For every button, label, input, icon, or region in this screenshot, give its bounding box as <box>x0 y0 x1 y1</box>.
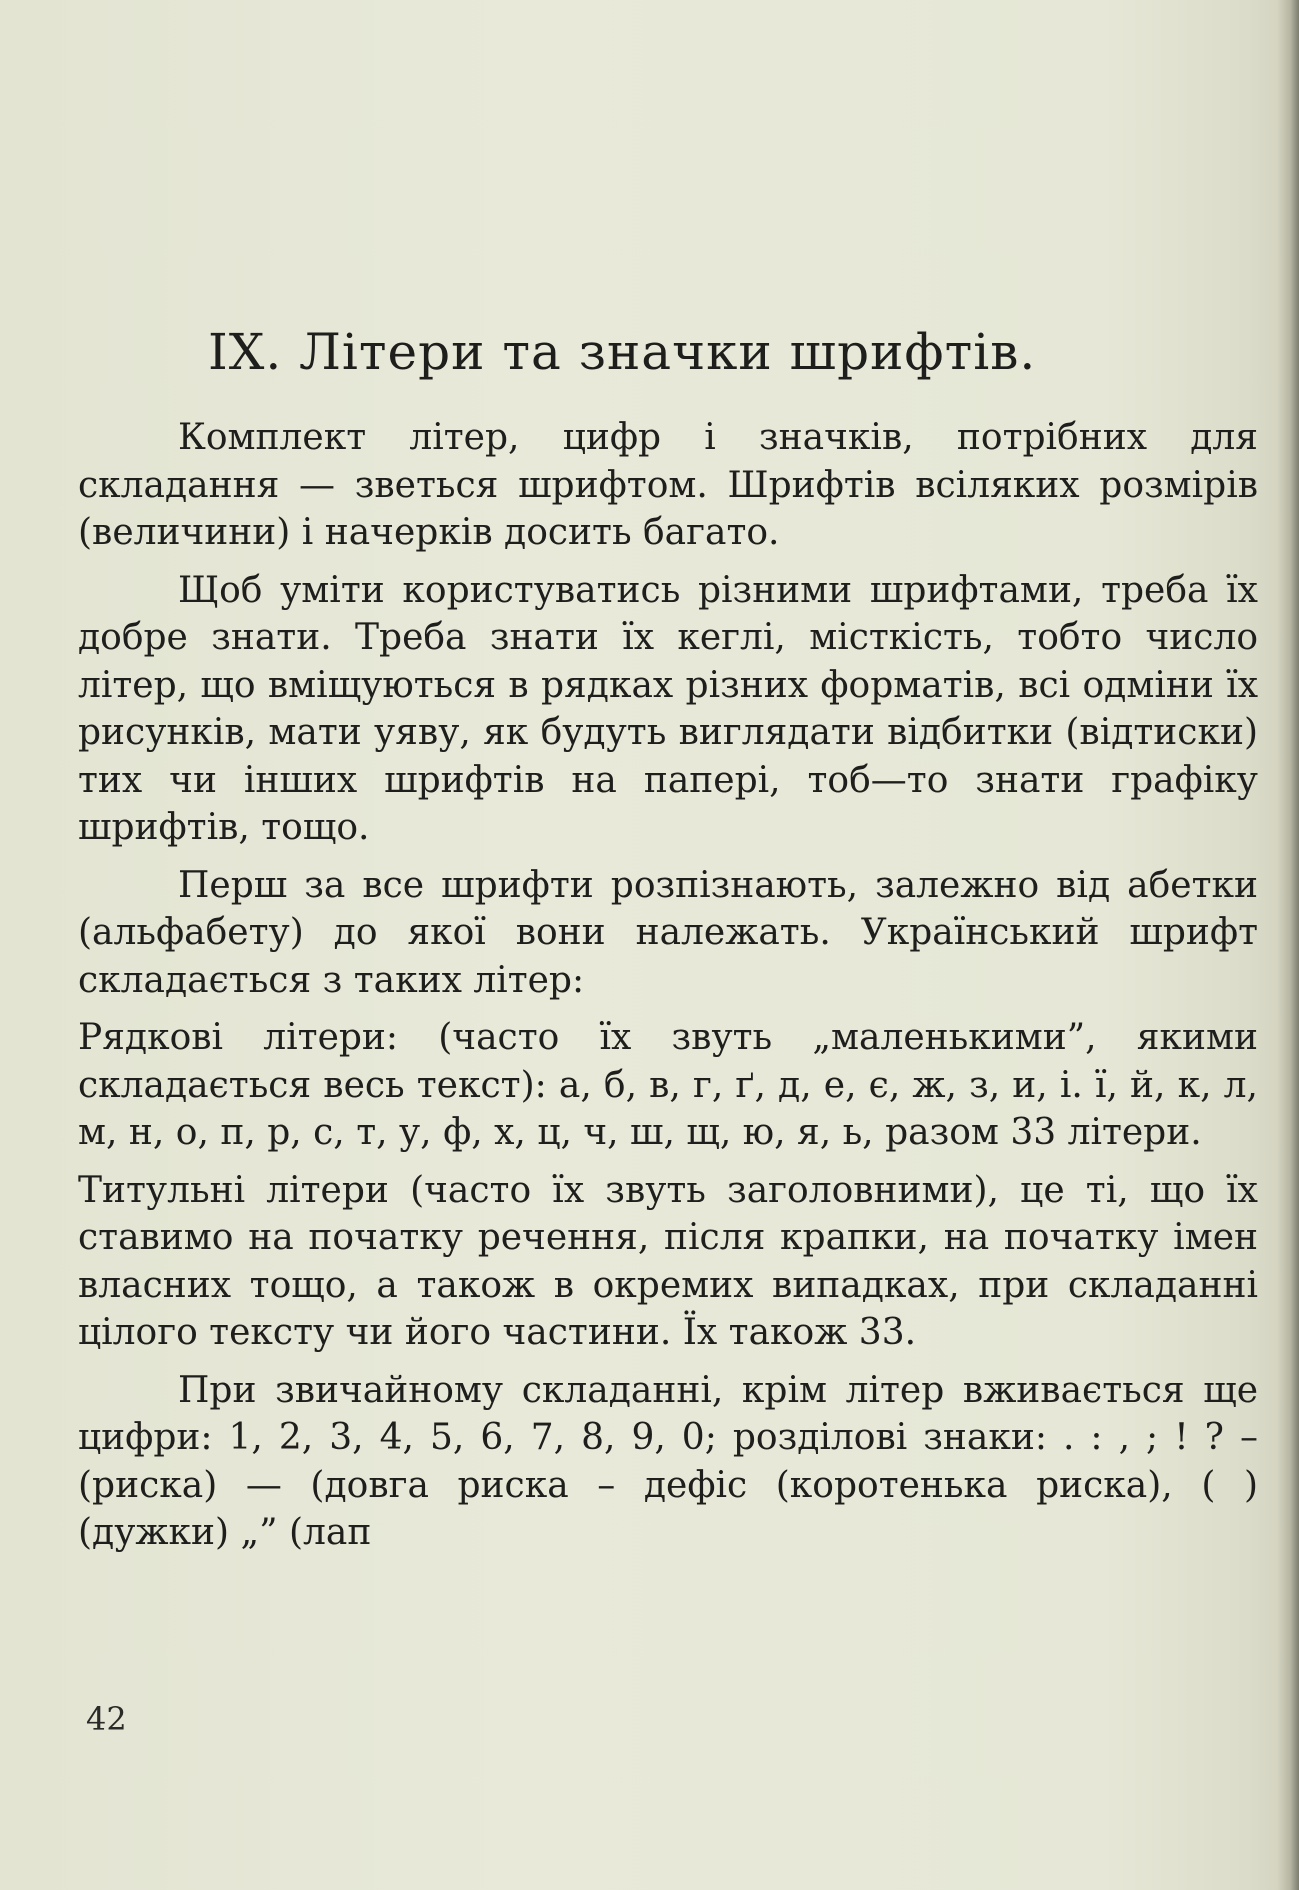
paragraph-lowercase: Рядкові літери: (часто їх звуть „маленькими”, якими складається весь текст): а, б, в, г, ґ, д, е, є, ж, з, и, і. ї, й, к, л, м, н, о, п, р, с, т, у, ф, х, ц, ч, ш, щ, ю, я, ь, разом 33 літери. <box>78 1017 1258 1153</box>
paragraph-uppercase: Титульні літери (часто їх звуть заголовними), це ті, що їх ставимо на початку речення, після крапки, на початку імен власних тощо, а також в окремих випадках, при складанні цілого тексту чи його частини. Їх також 33. <box>78 1169 1258 1353</box>
chapter-title: IX. Літери та значки шрифтів. <box>208 323 1037 381</box>
paragraph-alphabet: Перш за все шрифти розпізнають, залежно від абетки (альфабету) до якої вони належать. Український шрифт складається з таких літер: <box>78 864 1258 1001</box>
page-content <box>78 320 1258 1567</box>
page-edge-shadow <box>1277 0 1299 1890</box>
page-number: 42 <box>86 1700 127 1738</box>
paragraph-intro: Комплект літер, цифр і значків, потрібних для складання — зветься шрифтом. Шрифтів всіляких розмірів (величини) і начерків досить багато. <box>78 417 1258 553</box>
paragraph-usage: Щоб уміти користуватись різними шрифтами, треба їх добре знати. Треба знати їх кеглі, місткість, тобто число літер, що вміщуються в рядках різних форматів, всі одміни їх рисунків, мати уяву, як будуть виглядати відбитки (відтиски) тих чи інших шрифтів на папері, тоб—то знати графіку шрифтів, тощо. <box>78 569 1258 848</box>
paragraph-symbols: При звичайному складанні, крім літер вживається ще цифри: 1, 2, 3, 4, 5, 6, 7, 8, 9, 0; розділові знаки: . : , ; ! ? – (риска) — (довга риска – дефіс (коротенька риска), ( ) (дужки) „” (лап <box>78 1369 1258 1553</box>
